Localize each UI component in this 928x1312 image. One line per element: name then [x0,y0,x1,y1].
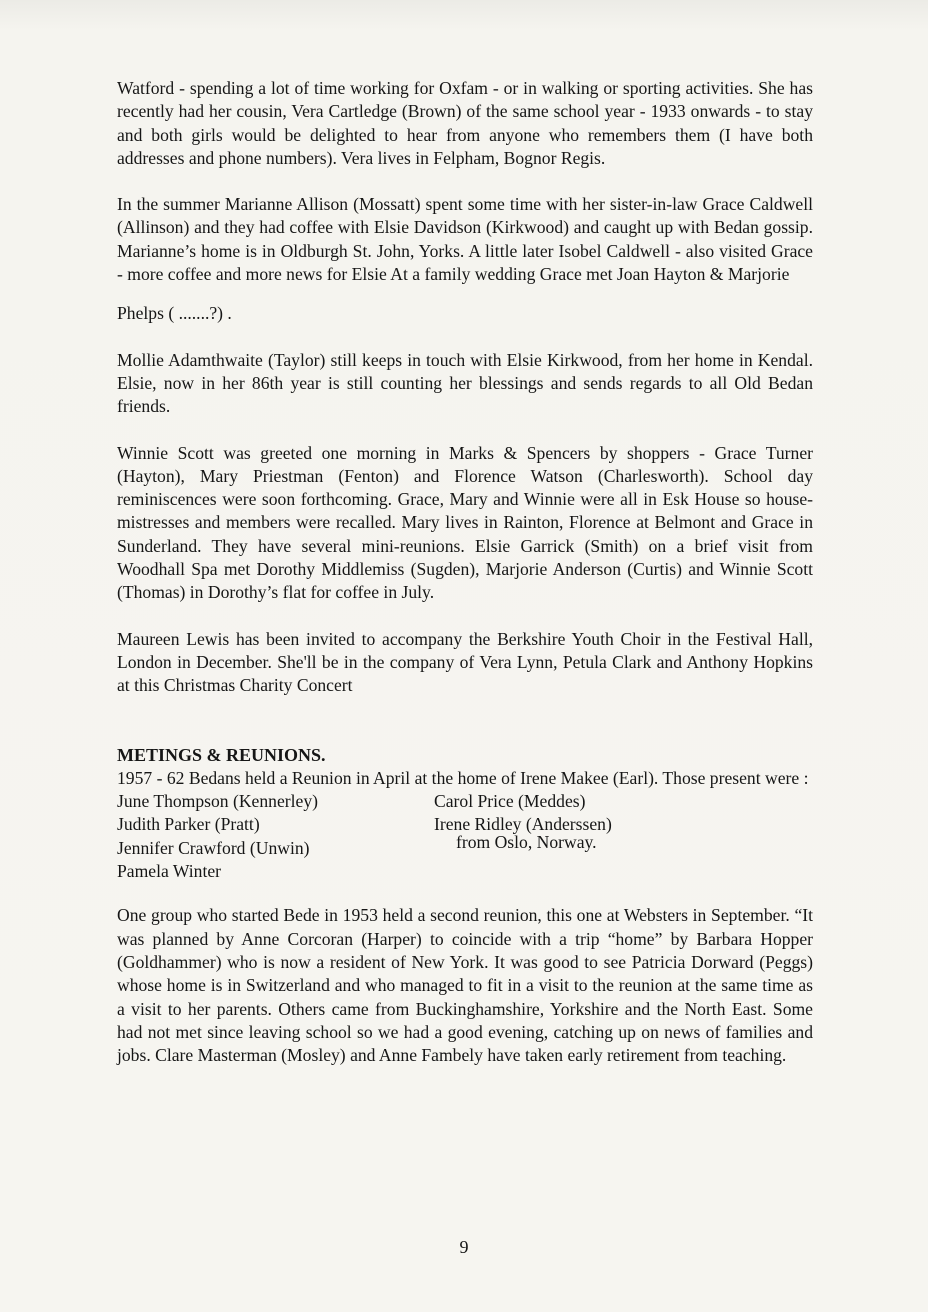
attendee-column-right [434,790,794,883]
page-content [117,77,813,1090]
paragraph-phelps: Phelps ( .......?) . [117,303,232,324]
attendee-name: Judith Parker (Pratt) [117,814,260,835]
attendee-name: Irene Ridley (Anderssen) [434,814,612,835]
attendee-note: from Oslo, Norway. [456,831,597,852]
paragraph-marks-spencers: Winnie Scott was greeted one morning in Marks & Spencers by shoppers - Grace Turner (Hayton), Mary Priestman (Fenton) and Florence Watson (Charlesworth). School day reminiscences were soon forthcoming. Grace, Mary and Winnie were all in Esk House so house-mistresses and members were recalled. Mary lives in Rainton, Florence at Belmont and Grace in Sunderland. They have several mini-reunions. Elsie Garrick (Smith) on a brief visit from Woodhall Spa met Dorothy Middlemiss (Sugden), Marjorie Anderson (Curtis) and Winnie Scott (Thomas) in Dorothy’s flat for coffee in July. [117,442,813,603]
paragraph-adamthwaite: Mollie Adamthwaite (Taylor) still keeps in touch with Elsie Kirkwood, from her home in Kendal. Elsie, now in her 86th year is still counting her blessings and sends regards to all Old Bedan friends. [117,349,813,417]
paragraph-oxfam: Watford - spending a lot of time working for Oxfam - or in walking or sporting activities. She has recently had her cousin, Vera Cartledge (Brown) of the same school year - 1933 onwards - to stay and both girls would be delighted to hear from anyone who remembers them (I have both addresses and phone numbers). Vera lives in Felpham, Bognor Regis. [117,78,813,168]
attendee-name: Pamela Winter [117,861,222,882]
attendee-list [117,790,813,883]
attendee-name: Jennifer Crawford (Unwin) [117,837,310,858]
paragraph-reunion-intro: 1957 - 62 Bedans held a Reunion in April at the home of Irene Makee (Earl). Those present were : [117,767,809,788]
paragraph-maureen-lewis: Maureen Lewis has been invited to accompany the Berkshire Youth Choir in the Festival Hall, London in December. She'll be in the company of Vera Lynn, Petula Clark and Anthony Hopkins at this Christmas Charity Concert [117,628,813,696]
paragraph-1953-reunion: One group who started Bede in 1953 held a second reunion, this one at Websters in September. “It was planned by Anne Corcoran (Harper) to coincide with a trip “home” by Barbara Hopper (Goldhammer) who is now a resident of New York. It was good to see Patricia Dorward (Peggs) whose home is in Switzerland and who managed to fit in a visit to the reunion at the same time as a visit to her parents. Others came from Buckinghamshire, Yorkshire and the North East. Some had not met since leaving school so we had a good evening, catching up on news of families and jobs. Clare Masterman (Mosley) and Anne Fambely have taken early retirement from teaching. [117,905,813,1066]
attendee-name: Carol Price (Meddes) [434,791,586,812]
attendee-column-left [117,790,434,883]
page-number: 9 [459,1237,469,1257]
section-heading-meetings: METINGS & REUNIONS. [117,744,326,765]
attendee-name: June Thompson (Kennerley) [117,791,318,812]
paragraph-allison-visit: In the summer Marianne Allison (Mossatt) spent some time with her sister-in-law Grace Caldwell (Allinson) and they had coffee with Elsie Davidson (Kirkwood) and caught up with Bedan gossip. Marianne’s home is in Oldburgh St. John, Yorks. A little later Isobel Caldwell - also visited Grace - more coffee and more news for Elsie At a family wedding Grace met Joan Hayton & Marjorie [117,194,813,285]
